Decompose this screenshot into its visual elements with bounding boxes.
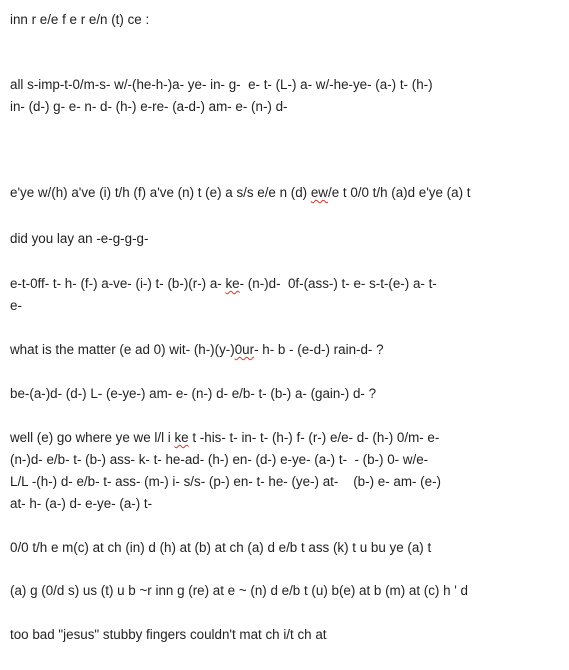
- paragraph-2-line-1: all s-imp-t-0/m-s- w/-(he-h-)a- ye- in- g- e- t- (L-) a- w/-he-ye- (a-) t- (h-): [10, 77, 433, 92]
- misspelled-word[interactable]: 0ur: [234, 342, 255, 357]
- misspelled-word[interactable]: ke: [225, 276, 240, 291]
- text-run: - h- b - (e-d-) rain-d- ?: [254, 342, 384, 357]
- text-run: t -his- t- in- t- (h-) f- (r-) e/e- d- (h-) 0/m- e-: [188, 430, 440, 445]
- text-run: e'ye w/(h) a've (i) t/h (f) a've (n) t (e) a s/s e/e n (d): [10, 185, 311, 200]
- misspelled-word[interactable]: ke: [174, 430, 189, 445]
- paragraph-2-line-2: in- (d-) g- e- n- d- (h-) e-re- (a-d-) am- e- (n-) d-: [10, 99, 288, 114]
- paragraph-3: [10, 182, 558, 204]
- paragraph-10: (a) g (0/d s) us (t) u b ~r inn g (re) at e ~ (n) d e/b t (u) b(e) at b (m) at (c) h ' d: [10, 583, 468, 598]
- text-run: well (e) go where ye we l/l i: [10, 430, 175, 445]
- text-run: - (n-)d- 0f-(ass-) t- e- s-t-(e-) a- t-: [239, 276, 437, 291]
- paragraph-11: too bad "jesus" stubby fingers couldn't mat ch i/t ch at: [10, 627, 327, 642]
- text-run: /e t 0/0 t/h (a)d e'ye (a) t: [327, 185, 471, 200]
- paragraph-1: inn r e/e f e r e/n (t) ce :: [10, 12, 150, 27]
- paragraph-8-line-3: L/L -(h-) d- e/b- t- ass- (m-) i- s/s- (p-) en- t- he- (ye-) at- (b-) e- am- (e-): [10, 474, 441, 489]
- paragraph-5-line-2: e-: [10, 298, 22, 313]
- paragraph-5-line-1: [10, 273, 558, 295]
- paragraph-7: be-(a-)d- (d-) L- (e-ye-) am- e- (n-) d- e/b- t- (b-) a- (gain-) d- ?: [10, 386, 377, 401]
- paragraph-6: [10, 339, 558, 361]
- misspelled-word[interactable]: ew: [310, 185, 328, 200]
- paragraph-8-line-4: at- h- (a-) d- e-ye- (a-) t-: [10, 496, 153, 511]
- text-run: what is the matter (e ad 0) wit- (h-)(y-): [10, 342, 235, 357]
- text-run: e-t-0ff- t- h- (f-) a-ve- (i-) t- (b-)(r-) a-: [10, 276, 226, 291]
- paragraph-9: 0/0 t/h e m(c) at ch (in) d (h) at (b) at ch (a) d e/b t ass (k) t u bu ye (a) t: [10, 540, 432, 555]
- paragraph-8-line-1: [10, 427, 558, 449]
- paragraph-4: did you lay an -e-g-g-g-: [10, 231, 149, 246]
- paragraph-8-line-2: (n-)d- e/b- t- (b-) ass- k- t- he-ad- (h-) en- (d-) e-ye- (a-) t- - (b-) 0- w/e-: [10, 452, 429, 467]
